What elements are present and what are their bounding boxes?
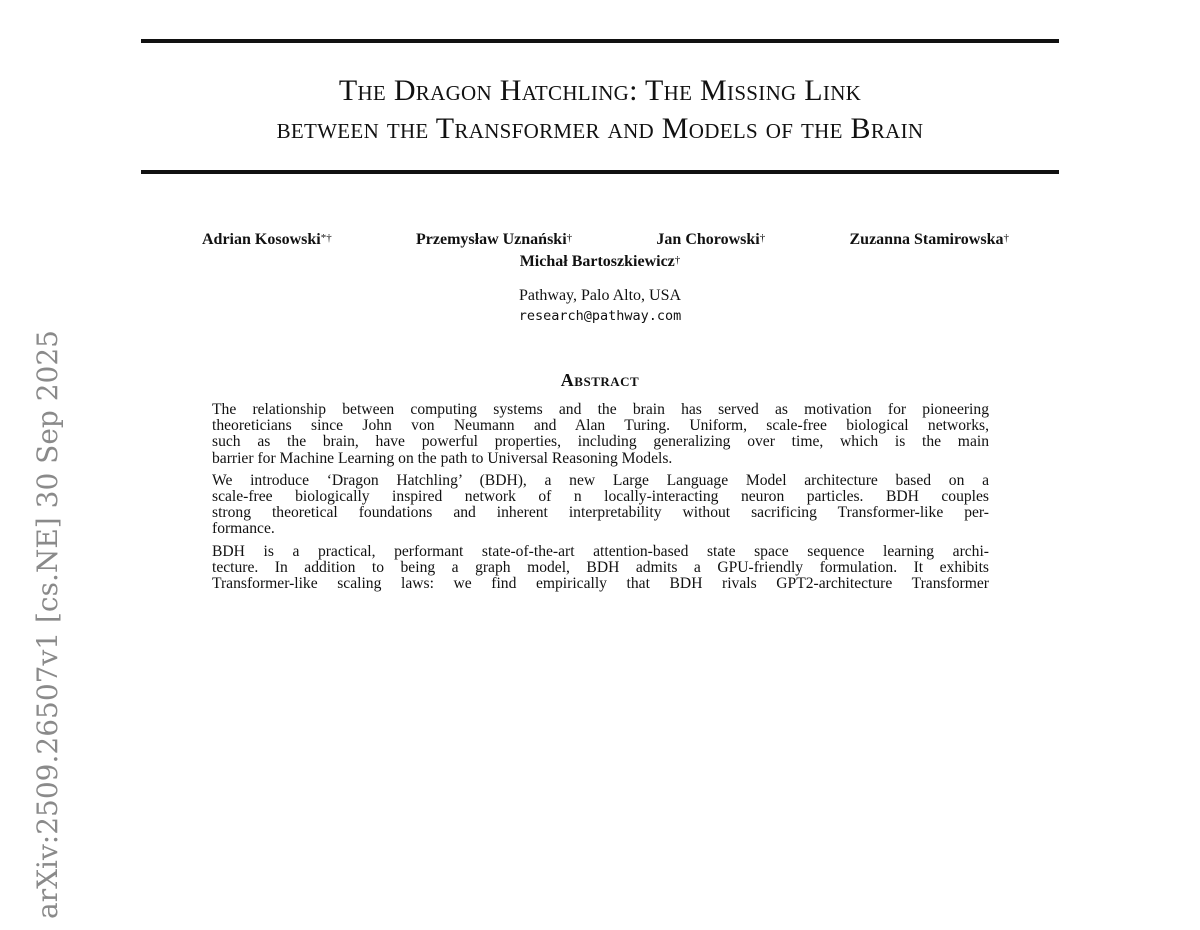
- text-line: strong theoretical foundations and inherent interpretability without sacrificing Transformer-like per-: [212, 504, 989, 522]
- title-line-1: The Dragon Hatchling: The Missing Link: [338, 74, 862, 107]
- text-line: barrier for Machine Learning on the path to Universal Reasoning Models.: [212, 449, 673, 467]
- author-marks: †: [1003, 232, 1009, 244]
- text-line: BDH is a practical, performant state-of-the-art attention-based state space sequence learning archi-: [212, 542, 989, 560]
- abstract-paragraph: [212, 473, 989, 538]
- text-line: We introduce ‘Dragon Hatchling’ (BDH), a new Large Language Model architecture based on a: [212, 471, 989, 489]
- author-name: Jan Chorowski: [656, 231, 760, 248]
- author: [416, 229, 572, 251]
- abstract-paragraph: [212, 544, 989, 593]
- text-line: such as the brain, have powerful properties, including generalizing over time, which is the main: [212, 433, 989, 451]
- text-line: tecture. In addition to being a graph model, BDH admits a GPU-friendly formulation. It exhibits: [212, 558, 989, 576]
- text-line: scale-free biologically inspired network of n locally-interacting neuron particles. BDH couples: [212, 488, 989, 506]
- author-marks: *†: [320, 232, 332, 244]
- text-line: formance.: [212, 520, 275, 538]
- abstract-body: [212, 402, 989, 598]
- author: [850, 229, 1009, 251]
- text-line: Transformer-like scaling laws: we find empirically that BDH rivals GPT2-architecture Transformer: [212, 575, 989, 593]
- arxiv-side-stamp: arXiv:2509.26507v1 [cs.NE] 30 Sep 2025: [31, 330, 64, 919]
- paper-title: [141, 72, 1059, 148]
- text-line: The relationship between computing systems and the brain has served as motivation for pioneering: [212, 401, 989, 418]
- author-row-2: [141, 251, 1059, 273]
- author-name: Michał Bartoszkiewicz: [519, 253, 675, 270]
- author-marks: †: [566, 232, 573, 244]
- text-line: theoreticians since John von Neumann and Alan Turing. Uniform, scale-free biological networks,: [212, 417, 989, 435]
- abstract-paragraph: [212, 402, 989, 467]
- affiliation: Pathway, Palo Alto, USA: [518, 287, 682, 304]
- author: [520, 253, 681, 270]
- contact-email: research@pathway.com: [518, 308, 682, 324]
- title-rule-bottom: [141, 170, 1059, 174]
- title-rule-top: [141, 39, 1059, 43]
- author-marks: †: [759, 232, 766, 244]
- author-name: Adrian Kosowski: [202, 231, 321, 248]
- affiliation-block: [141, 286, 1059, 326]
- author-name: Zuzanna Stamirowska: [849, 231, 1004, 248]
- author: [202, 229, 332, 251]
- abstract-heading: Abstract: [560, 370, 640, 390]
- title-line-2: between the Transformer and Models of the Brain: [276, 112, 924, 145]
- author-name: Przemysław Uznański: [415, 231, 567, 248]
- author-list: [141, 229, 1059, 273]
- author-marks: †: [674, 254, 681, 266]
- author: [656, 229, 765, 251]
- author-row-1: [141, 229, 1059, 251]
